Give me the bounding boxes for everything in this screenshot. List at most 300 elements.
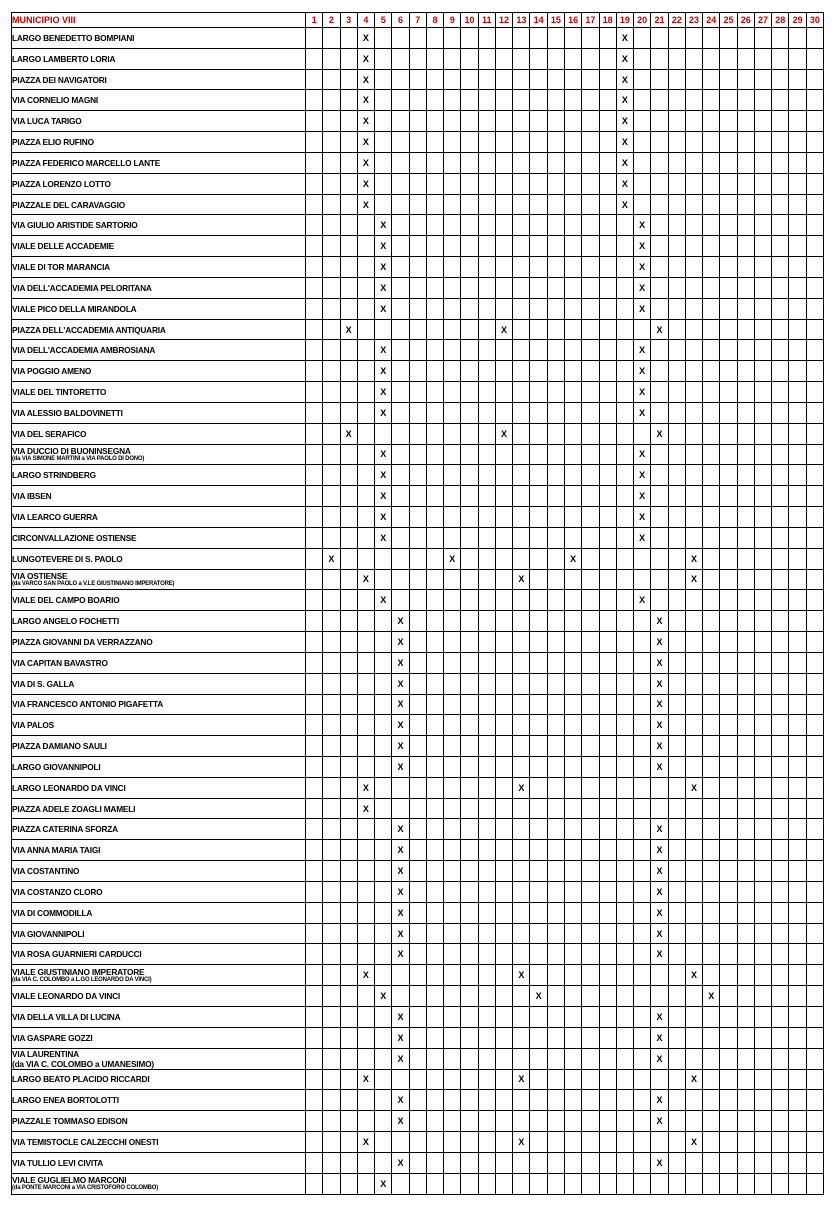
day-cell-20 [634,152,651,173]
day-cell-14 [530,402,547,423]
day-cell-11 [478,673,495,694]
day-cell-23 [685,340,702,361]
day-cell-4 [357,340,374,361]
day-cell-7 [409,28,426,49]
day-cell-8 [426,90,443,111]
table-row [12,673,824,694]
day-cell-20 [634,1132,651,1153]
cleaning-mark: X [392,611,409,632]
day-cell-19 [616,465,633,486]
day-cell-10 [461,986,478,1007]
cleaning-mark: X [651,923,668,944]
day-cell-9 [444,28,461,49]
day-cell-10 [461,965,478,986]
day-header-25: 25 [720,13,737,28]
day-cell-24 [703,861,720,882]
day-cell-29 [789,611,806,632]
day-cell-28 [772,1027,789,1048]
day-cell-10 [461,673,478,694]
day-cell-7 [409,632,426,653]
day-cell-10 [461,1111,478,1132]
day-cell-21 [651,402,668,423]
table-row [12,590,824,611]
day-cell-25 [720,902,737,923]
day-cell-13 [513,194,530,215]
day-cell-27 [754,840,771,861]
day-cell-27 [754,548,771,569]
day-cell-25 [720,1152,737,1173]
day-cell-3 [340,277,357,298]
day-cell-26 [737,694,754,715]
day-cell-8 [426,611,443,632]
day-header-29: 29 [789,13,806,28]
day-cell-5 [375,1048,392,1069]
day-cell-29 [789,1152,806,1173]
day-cell-11 [478,257,495,278]
day-cell-3 [340,48,357,69]
day-cell-10 [461,902,478,923]
day-cell-7 [409,90,426,111]
day-cell-26 [737,527,754,548]
cleaning-mark: X [392,1048,409,1069]
day-cell-14 [530,444,547,465]
day-cell-29 [789,632,806,653]
cleaning-mark: X [392,1090,409,1111]
day-cell-24 [703,1048,720,1069]
day-cell-8 [426,465,443,486]
day-cell-12 [495,236,512,257]
day-cell-14 [530,48,547,69]
day-cell-18 [599,861,616,882]
day-cell-30 [806,819,823,840]
day-cell-13 [513,819,530,840]
day-cell-8 [426,632,443,653]
day-cell-1 [306,236,323,257]
day-cell-15 [547,902,564,923]
day-cell-9 [444,527,461,548]
day-cell-23 [685,756,702,777]
day-cell-25 [720,1173,737,1194]
day-cell-4 [357,632,374,653]
day-cell-17 [582,986,599,1007]
day-cell-7 [409,777,426,798]
day-cell-30 [806,569,823,590]
day-cell-24 [703,548,720,569]
day-cell-28 [772,444,789,465]
day-cell-24 [703,194,720,215]
day-cell-12 [495,382,512,403]
day-cell-18 [599,902,616,923]
day-cell-2 [323,715,340,736]
day-cell-22 [668,756,685,777]
day-cell-28 [772,840,789,861]
day-cell-3 [340,590,357,611]
day-cell-1 [306,319,323,340]
day-cell-29 [789,277,806,298]
day-cell-1 [306,1069,323,1090]
day-cell-28 [772,798,789,819]
day-cell-8 [426,902,443,923]
day-cell-1 [306,611,323,632]
day-cell-7 [409,1048,426,1069]
day-cell-22 [668,902,685,923]
day-cell-1 [306,277,323,298]
day-cell-8 [426,361,443,382]
day-cell-9 [444,590,461,611]
day-cell-6 [392,277,409,298]
day-cell-22 [668,548,685,569]
day-cell-26 [737,1006,754,1027]
day-cell-10 [461,465,478,486]
day-cell-13 [513,28,530,49]
cleaning-mark: X [616,194,633,215]
day-cell-14 [530,173,547,194]
day-header-2: 2 [323,13,340,28]
day-cell-1 [306,819,323,840]
table-row [12,652,824,673]
day-cell-30 [806,444,823,465]
day-cell-27 [754,902,771,923]
day-cell-7 [409,486,426,507]
day-cell-8 [426,132,443,153]
day-cell-26 [737,632,754,653]
day-cell-25 [720,69,737,90]
day-cell-25 [720,632,737,653]
day-cell-6 [392,132,409,153]
day-cell-23 [685,28,702,49]
day-cell-11 [478,444,495,465]
day-cell-30 [806,632,823,653]
day-cell-17 [582,361,599,382]
day-cell-14 [530,1132,547,1153]
day-cell-29 [789,215,806,236]
day-cell-16 [564,1090,581,1111]
day-cell-30 [806,28,823,49]
day-cell-23 [685,652,702,673]
day-cell-10 [461,298,478,319]
day-cell-10 [461,90,478,111]
day-cell-21 [651,590,668,611]
day-cell-1 [306,527,323,548]
day-cell-13 [513,923,530,944]
day-cell-30 [806,1090,823,1111]
day-cell-15 [547,423,564,444]
day-cell-12 [495,715,512,736]
day-cell-1 [306,632,323,653]
day-cell-8 [426,1048,443,1069]
street-name: VIA DI S. GALLA [12,673,306,694]
street-name: VIA POGGIO AMENO [12,361,306,382]
day-cell-20 [634,90,651,111]
cleaning-mark: X [357,569,374,590]
day-cell-10 [461,777,478,798]
day-cell-11 [478,881,495,902]
day-cell-8 [426,777,443,798]
day-cell-22 [668,507,685,528]
day-cell-11 [478,1132,495,1153]
day-cell-30 [806,402,823,423]
day-cell-1 [306,152,323,173]
cleaning-mark: X [375,215,392,236]
day-cell-2 [323,1132,340,1153]
day-cell-30 [806,277,823,298]
cleaning-mark: X [357,28,374,49]
day-cell-22 [668,527,685,548]
day-cell-2 [323,465,340,486]
day-cell-10 [461,444,478,465]
table-row [12,569,824,590]
day-cell-15 [547,340,564,361]
day-cell-17 [582,319,599,340]
day-cell-30 [806,361,823,382]
day-cell-25 [720,277,737,298]
day-cell-1 [306,736,323,757]
cleaning-mark: X [634,277,651,298]
day-cell-13 [513,1090,530,1111]
day-cell-28 [772,257,789,278]
day-cell-20 [634,840,651,861]
day-cell-14 [530,1048,547,1069]
day-header-11: 11 [478,13,495,28]
day-cell-15 [547,173,564,194]
day-cell-18 [599,1132,616,1153]
day-cell-18 [599,694,616,715]
day-cell-22 [668,1111,685,1132]
day-cell-23 [685,1173,702,1194]
day-cell-26 [737,1152,754,1173]
day-cell-17 [582,1152,599,1173]
day-cell-23 [685,527,702,548]
day-cell-30 [806,902,823,923]
day-cell-28 [772,569,789,590]
day-cell-3 [340,402,357,423]
day-cell-27 [754,28,771,49]
day-cell-7 [409,715,426,736]
day-cell-21 [651,1069,668,1090]
day-cell-29 [789,1132,806,1153]
day-cell-21 [651,1173,668,1194]
day-cell-28 [772,986,789,1007]
day-cell-10 [461,69,478,90]
day-cell-4 [357,881,374,902]
day-cell-12 [495,194,512,215]
day-cell-17 [582,173,599,194]
day-cell-9 [444,923,461,944]
day-cell-29 [789,382,806,403]
day-cell-19 [616,1027,633,1048]
day-cell-6 [392,194,409,215]
day-cell-8 [426,277,443,298]
day-cell-19 [616,1173,633,1194]
day-cell-2 [323,632,340,653]
day-cell-9 [444,1173,461,1194]
cleaning-mark: X [392,756,409,777]
day-cell-16 [564,1069,581,1090]
day-cell-11 [478,715,495,736]
day-cell-17 [582,548,599,569]
cleaning-mark: X [651,673,668,694]
day-cell-24 [703,257,720,278]
cleaning-mark: X [634,402,651,423]
day-cell-23 [685,423,702,444]
day-cell-8 [426,48,443,69]
cleaning-mark: X [685,569,702,590]
cleaning-mark: X [392,736,409,757]
day-cell-19 [616,1152,633,1173]
day-cell-3 [340,548,357,569]
day-cell-11 [478,611,495,632]
day-cell-29 [789,194,806,215]
day-cell-3 [340,1111,357,1132]
day-cell-25 [720,527,737,548]
day-cell-15 [547,986,564,1007]
day-cell-20 [634,194,651,215]
day-cell-18 [599,756,616,777]
day-cell-3 [340,1006,357,1027]
day-cell-24 [703,382,720,403]
day-cell-24 [703,1069,720,1090]
day-cell-10 [461,1006,478,1027]
day-cell-15 [547,590,564,611]
day-cell-15 [547,1132,564,1153]
day-cell-8 [426,923,443,944]
day-cell-23 [685,1048,702,1069]
day-cell-25 [720,361,737,382]
day-cell-7 [409,965,426,986]
day-cell-5 [375,132,392,153]
day-cell-11 [478,965,495,986]
day-cell-24 [703,944,720,965]
day-cell-22 [668,423,685,444]
day-cell-22 [668,402,685,423]
day-cell-24 [703,527,720,548]
day-cell-2 [323,319,340,340]
table-row [12,340,824,361]
day-cell-13 [513,1173,530,1194]
day-cell-20 [634,736,651,757]
day-cell-15 [547,527,564,548]
day-cell-27 [754,1090,771,1111]
cleaning-mark: X [375,444,392,465]
day-cell-11 [478,1152,495,1173]
day-cell-25 [720,423,737,444]
day-cell-5 [375,90,392,111]
day-cell-9 [444,1027,461,1048]
day-cell-23 [685,444,702,465]
day-cell-22 [668,715,685,736]
day-cell-8 [426,111,443,132]
day-cell-10 [461,277,478,298]
street-name-line2: (da VIA C. COLOMBO a UMANESIMO) [12,1058,154,1069]
day-cell-28 [772,507,789,528]
day-cell-3 [340,861,357,882]
cleaning-mark: X [634,486,651,507]
day-cell-7 [409,944,426,965]
day-cell-3 [340,173,357,194]
day-cell-14 [530,465,547,486]
day-cell-25 [720,881,737,902]
day-cell-30 [806,507,823,528]
day-cell-25 [720,152,737,173]
day-cell-24 [703,215,720,236]
day-cell-8 [426,527,443,548]
day-cell-27 [754,507,771,528]
day-cell-29 [789,152,806,173]
day-cell-9 [444,840,461,861]
day-cell-19 [616,673,633,694]
day-cell-7 [409,902,426,923]
day-cell-26 [737,902,754,923]
day-cell-19 [616,756,633,777]
day-cell-17 [582,1111,599,1132]
day-cell-26 [737,257,754,278]
day-cell-1 [306,507,323,528]
street-name-note: (da VARCO SAN PAOLO a V.LE GIUSTINIANO IMPERATORE) [12,580,175,587]
day-cell-14 [530,840,547,861]
day-cell-16 [564,48,581,69]
cleaning-mark: X [634,507,651,528]
table-row [12,1027,824,1048]
schedule-body [12,28,824,1195]
day-cell-11 [478,215,495,236]
street-name-main: VIA DUCCIO DI BUONINSEGNA [12,445,131,456]
day-cell-29 [789,1069,806,1090]
day-cell-4 [357,486,374,507]
day-cell-13 [513,382,530,403]
day-cell-16 [564,527,581,548]
day-cell-3 [340,444,357,465]
day-cell-25 [720,1027,737,1048]
day-cell-8 [426,694,443,715]
day-cell-27 [754,798,771,819]
street-name: PIAZZA ELIO RUFINO [12,132,306,153]
day-cell-1 [306,382,323,403]
day-cell-11 [478,69,495,90]
table-row [12,444,824,465]
cleaning-mark: X [616,132,633,153]
day-cell-26 [737,986,754,1007]
day-cell-29 [789,361,806,382]
day-cell-14 [530,507,547,528]
day-cell-15 [547,1111,564,1132]
day-cell-15 [547,694,564,715]
day-cell-16 [564,798,581,819]
day-cell-3 [340,923,357,944]
day-cell-8 [426,1027,443,1048]
day-cell-7 [409,611,426,632]
cleaning-mark: X [357,132,374,153]
table-row [12,819,824,840]
day-cell-1 [306,1173,323,1194]
day-cell-5 [375,840,392,861]
day-cell-24 [703,1111,720,1132]
day-cell-2 [323,507,340,528]
day-cell-5 [375,48,392,69]
day-cell-15 [547,611,564,632]
day-cell-13 [513,590,530,611]
day-cell-21 [651,340,668,361]
day-cell-27 [754,986,771,1007]
day-cell-26 [737,611,754,632]
street-name: CIRCONVALLAZIONE OSTIENSE [12,527,306,548]
day-cell-29 [789,69,806,90]
day-cell-22 [668,1069,685,1090]
day-cell-21 [651,486,668,507]
day-cell-23 [685,923,702,944]
day-cell-11 [478,194,495,215]
day-cell-15 [547,1048,564,1069]
cleaning-mark: X [616,173,633,194]
